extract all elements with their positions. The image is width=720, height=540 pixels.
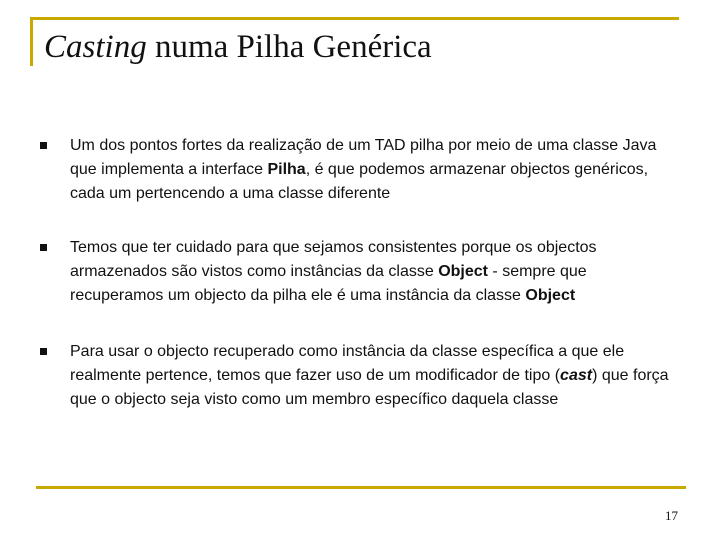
slide-title-rest: numa Pilha Genérica	[146, 29, 432, 65]
bullet-1-bold-term: Pilha	[267, 161, 306, 178]
slide-title	[44, 26, 432, 68]
bullet-2-text-part: - sempre que recuperamos um objecto da pilha ele é uma instância da classe	[70, 263, 587, 304]
bullet-text-1	[70, 134, 680, 206]
bullet-2-bold-term: Object	[525, 287, 576, 304]
top-horizontal-rule	[30, 17, 679, 20]
bullet-text-3	[70, 340, 680, 412]
square-bullet-icon	[40, 244, 47, 251]
bullet-3-text-part: Para usar o objecto recuperado como instância da classe específica a que ele realmente pertence, temos que fazer uso de um modificador de tipo (	[70, 343, 625, 384]
bullet-3-text-part: ) que força que o objecto seja visto como um membro específico daquela classe	[70, 367, 669, 408]
bullet-2-text-part: Temos que ter cuidado para que sejamos consistentes porque os objectos armazenados são vistos como instâncias da classe	[70, 239, 597, 280]
slide-title-emphasis: Casting	[44, 29, 147, 65]
bullet-text-2	[70, 236, 680, 308]
square-bullet-icon	[40, 142, 47, 149]
bullet-1-text-part: Um dos pontos fortes da realização de um TAD pilha por meio de uma classe Java que implementa a interface	[70, 137, 657, 178]
page-number: 17	[665, 508, 678, 523]
bullet-3-cast-term: cast	[560, 367, 593, 384]
bottom-horizontal-rule	[36, 486, 686, 489]
square-bullet-icon	[40, 348, 47, 355]
bullet-2-bold-term: Object	[438, 263, 488, 280]
top-vertical-rule	[30, 17, 33, 66]
bullet-1-text-part: , é que podemos armazenar objectos genéricos, cada um pertencendo a uma classe diferente	[70, 161, 649, 202]
